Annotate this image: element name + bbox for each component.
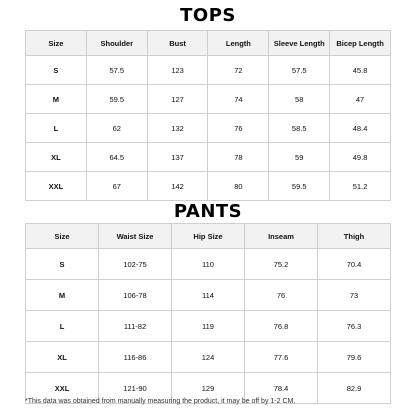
table-cell: 73 [318, 280, 391, 311]
table-cell: 124 [172, 342, 245, 373]
table-cell: 67 [86, 172, 147, 201]
table-cell: 59.5 [86, 85, 147, 114]
size-cell: S [26, 56, 87, 85]
table-row [26, 280, 391, 311]
table-cell: 59.5 [269, 172, 330, 201]
table-cell: 121-90 [99, 373, 172, 404]
table-cell: 70.4 [318, 249, 391, 280]
tops-size-table [25, 30, 391, 201]
table-row [26, 342, 391, 373]
pants-title: PANTS [173, 201, 243, 222]
column-header-bust: Bust [147, 31, 208, 56]
table-cell: 76 [208, 114, 269, 143]
column-header-shoulder: Shoulder [86, 31, 147, 56]
table-cell: 75.2 [245, 249, 318, 280]
table-cell: 129 [172, 373, 245, 404]
table-cell: 48.4 [330, 114, 391, 143]
size-cell: XL [26, 342, 99, 373]
column-header-inseam: Inseam [245, 224, 318, 249]
table-cell: 119 [172, 311, 245, 342]
table-row [26, 311, 391, 342]
table-cell: 111-82 [99, 311, 172, 342]
table-header-row [26, 31, 391, 56]
table-cell: 78 [208, 143, 269, 172]
table-cell: 78.4 [245, 373, 318, 404]
table-cell: 142 [147, 172, 208, 201]
table-row [26, 143, 391, 172]
table-cell: 57.5 [269, 56, 330, 85]
column-header-bicep-length: Bicep Length [330, 31, 391, 56]
table-cell: 132 [147, 114, 208, 143]
tops-title: TOPS [180, 5, 236, 26]
table-cell: 106-78 [99, 280, 172, 311]
table-header-row [26, 224, 391, 249]
table-cell: 80 [208, 172, 269, 201]
column-header-sleeve-length: Sleeve Length [269, 31, 330, 56]
table-cell: 77.6 [245, 342, 318, 373]
table-cell: 62 [86, 114, 147, 143]
table-cell: 49.8 [330, 143, 391, 172]
table-cell: 72 [208, 56, 269, 85]
table-cell: 58.5 [269, 114, 330, 143]
table-cell: 45.8 [330, 56, 391, 85]
table-row [26, 56, 391, 85]
pants-size-table [25, 223, 391, 404]
table-cell: 137 [147, 143, 208, 172]
size-cell: M [26, 85, 87, 114]
table-cell: 76.8 [245, 311, 318, 342]
table-cell: 127 [147, 85, 208, 114]
column-header-size: Size [26, 224, 99, 249]
table-cell: 58 [269, 85, 330, 114]
size-cell: S [26, 249, 99, 280]
table-row [26, 114, 391, 143]
table-cell: 79.6 [318, 342, 391, 373]
size-cell: XL [26, 143, 87, 172]
table-row [26, 249, 391, 280]
table-cell: 110 [172, 249, 245, 280]
size-cell: XXL [26, 373, 99, 404]
table-cell: 123 [147, 56, 208, 85]
table-cell: 59 [269, 143, 330, 172]
table-cell: 114 [172, 280, 245, 311]
table-cell: 82.9 [318, 373, 391, 404]
size-cell: XXL [26, 172, 87, 201]
table-cell: 76 [245, 280, 318, 311]
column-header-length: Length [208, 31, 269, 56]
size-cell: L [26, 114, 87, 143]
table-row [26, 85, 391, 114]
table-cell: 64.5 [86, 143, 147, 172]
table-row [26, 172, 391, 201]
table-cell: 57.5 [86, 56, 147, 85]
column-header-waist-size: Waist Size [99, 224, 172, 249]
table-cell: 51.2 [330, 172, 391, 201]
column-header-size: Size [26, 31, 87, 56]
table-cell: 116-86 [99, 342, 172, 373]
measurement-footnote: *This data was obtained from manually measuring the product, it may be off by 1-2 CM. [25, 398, 296, 405]
size-cell: M [26, 280, 99, 311]
column-header-thigh: Thigh [318, 224, 391, 249]
table-cell: 47 [330, 85, 391, 114]
table-cell: 74 [208, 85, 269, 114]
column-header-hip-size: Hip Size [172, 224, 245, 249]
table-cell: 76.3 [318, 311, 391, 342]
table-cell: 102-75 [99, 249, 172, 280]
size-cell: L [26, 311, 99, 342]
